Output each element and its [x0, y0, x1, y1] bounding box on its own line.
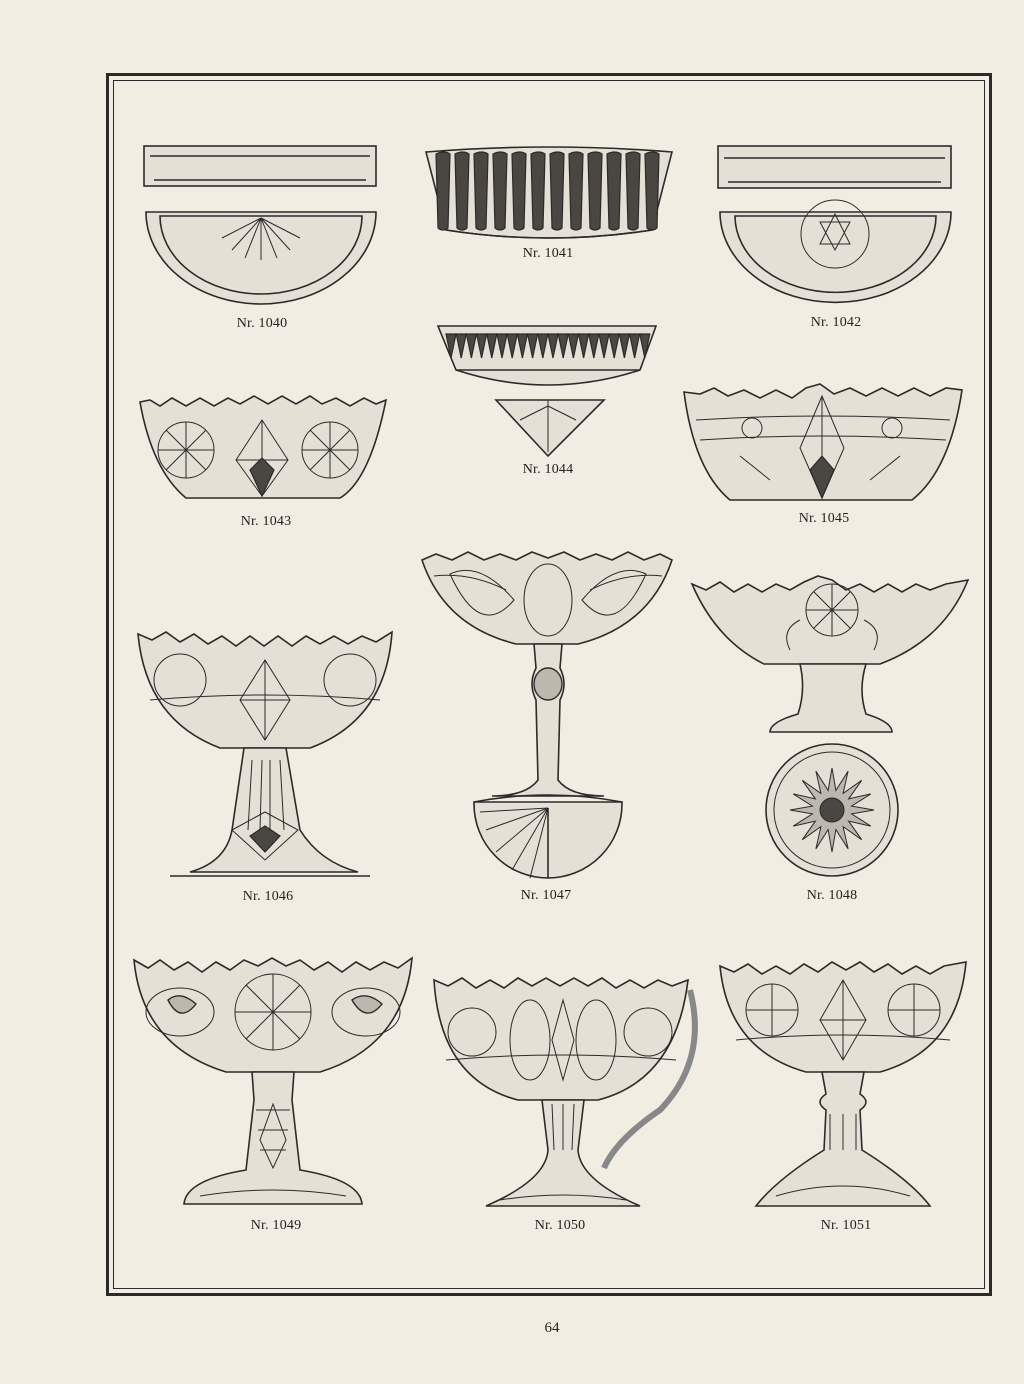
- item-label: Nr. 1050: [534, 1218, 586, 1233]
- item-label: Nr. 1048: [806, 888, 858, 903]
- item-label: Nr. 1047: [520, 888, 572, 903]
- item-label: Nr. 1041: [522, 246, 574, 261]
- item-label: Nr. 1040: [236, 316, 288, 331]
- item-label: Nr. 1045: [798, 511, 850, 526]
- item-label: Nr. 1043: [240, 514, 292, 529]
- item-label: Nr. 1051: [820, 1218, 872, 1233]
- item-label: Nr. 1044: [522, 462, 574, 477]
- item-label: Nr. 1046: [242, 889, 294, 904]
- page-number: 64: [544, 1320, 560, 1336]
- item-label: Nr. 1042: [810, 315, 862, 330]
- item-label: Nr. 1049: [250, 1218, 302, 1233]
